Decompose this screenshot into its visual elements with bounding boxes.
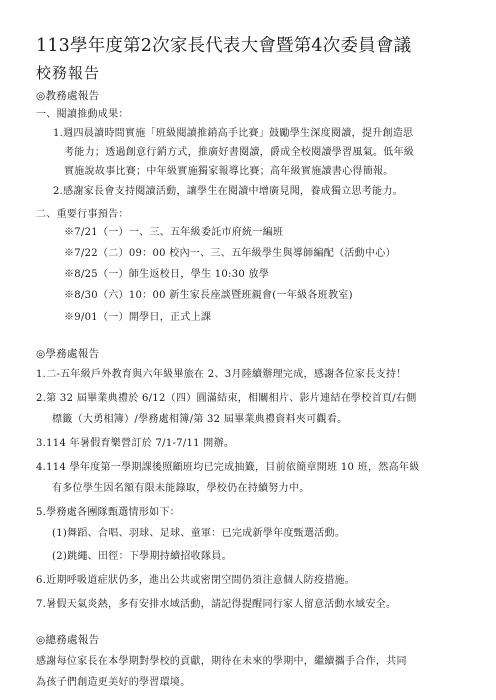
- academic-item1-line3: 實施說故事比賽；中年級實施獨家報導比賽；高年級實施讀書心得簡報。: [64, 166, 394, 177]
- student-affairs-item5a: (1)舞蹈、合唱、羽球、足球、童軍：已完成新學年度甄選活動。: [52, 528, 346, 539]
- event-item: ※8/25（一）師生返校日，學生 10:30 放學: [64, 269, 270, 280]
- academic-item2: 2.感謝家長會支持閱讀活動，讓學生在閱讀中增廣見聞，養成獨立思考能力。: [53, 186, 404, 197]
- academic-section1-heading: 一、閱讀推動成果：: [36, 109, 129, 120]
- general-affairs-line2: 為孩子們創造更美好的學習環境。: [36, 677, 191, 688]
- student-affairs-item2-line1: 2.第 32 屆畢業典禮於 6/12（四）圓滿結束，相關相片、影片連結在學校首頁/右側: [36, 393, 417, 404]
- event-item: ※7/22（二）09：00 校內一、三、五年級學生與導師編配（活動中心）: [64, 248, 396, 259]
- student-affairs-item5: 5.學務處各團隊甄選情形如下：: [36, 507, 181, 518]
- student-affairs-item1: 1.二-五年級戶外教育與六年級畢旅在 2、3月陸續辦理完成，感謝各位家長支持！: [36, 369, 407, 380]
- page-subtitle: 校務報告: [36, 64, 101, 82]
- academic-section2-heading: 二、重要行事預告：: [36, 209, 129, 220]
- academic-item1-line2: 考能力；透過創意行銷方式，推廣好書閱讀，爵成全校閱讀學習風氣。低年級: [64, 147, 415, 158]
- student-affairs-item3: 3.114 年暑假育樂營訂於 7/1-7/11 開辦。: [36, 438, 235, 449]
- event-item: ※9/01（一）開學日，正式上課: [64, 312, 212, 323]
- student-affairs-item7: 7.暑假天氣炎熱，多有安排水域活動，請記得提醒同行家人留意活動水域安全。: [36, 599, 397, 610]
- academic-heading: ◎教務處報告: [36, 90, 100, 102]
- student-affairs-item4-line1: 4.114 學年度第一學期課後照顧班均已完成抽籤，目前依簡章開班 10 班，然高年級: [36, 462, 420, 473]
- page-title: 113學年度第2次家長代表大會暨第4次委員會議: [36, 36, 412, 56]
- event-item: ※7/21（一）一、三、五年級委託市府統一編班: [64, 227, 284, 238]
- event-item: ※8/30（六）10：00 新生家長座談暨班親會(一年級各班教室): [64, 290, 353, 301]
- student-affairs-item4-line2: 有多位學生因名額有限未能錄取，學校仍在持續努力中。: [52, 483, 310, 494]
- student-affairs-heading: ◎學務處報告: [36, 348, 100, 360]
- student-affairs-item2-line2: 標籤（大勇相簿）/學務處相簿/第 32 屆畢業典禮資料夾可觀看。: [52, 414, 348, 425]
- student-affairs-item5b: (2)跳繩、田徑：下學期持續招收隊員。: [52, 551, 232, 562]
- student-affairs-item6: 6.近期呼吸道症狀仍多，進出公共或密閉空間仍須注意個人防疫措施。: [36, 575, 356, 586]
- academic-item1-line1: 1.週四晨讀時間實施「班級閱讀推銷高手比賽」鼓勵學生深度閱讀，提升創造思: [53, 128, 414, 139]
- general-affairs-heading: ◎總務處報告: [36, 634, 100, 646]
- general-affairs-line1: 感謝每位家長在本學期對學校的貢獻，期待在未來的學期中，繼續攜手合作，共同: [36, 656, 407, 667]
